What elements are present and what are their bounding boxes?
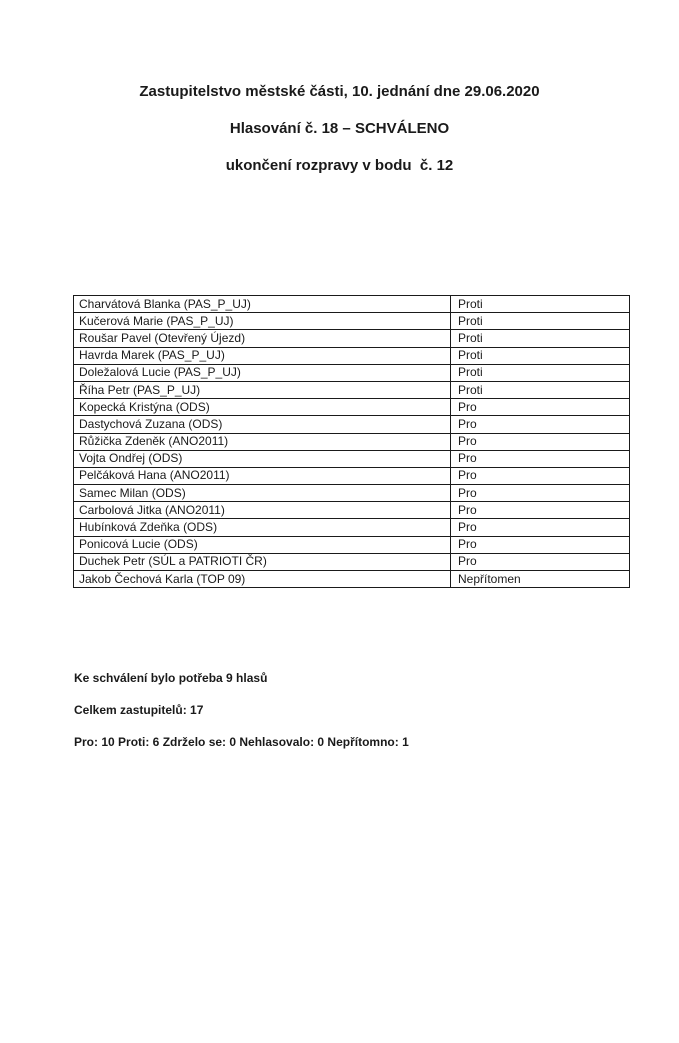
vote-cell: Proti xyxy=(451,347,630,364)
table-row xyxy=(74,399,630,416)
vote-cell: Pro xyxy=(451,485,630,502)
vote-cell: Pro xyxy=(451,519,630,536)
total-members-note: Celkem zastupitelů: 17 xyxy=(74,703,204,717)
document-header xyxy=(33,83,646,175)
member-name-cell: Dastychová Zuzana (ODS) xyxy=(74,416,451,433)
member-name-cell: Charvátová Blanka (PAS_P_UJ) xyxy=(74,296,451,313)
member-name-cell: Ponicová Lucie (ODS) xyxy=(74,536,451,553)
vote-cell: Pro xyxy=(451,433,630,450)
vote-cell: Proti xyxy=(451,364,630,381)
member-name-cell: Kopecká Kristýna (ODS) xyxy=(74,399,451,416)
table-row xyxy=(74,502,630,519)
table-row xyxy=(74,519,630,536)
member-name-cell: Růžička Zdeněk (ANO2011) xyxy=(74,433,451,450)
table-row xyxy=(74,381,630,398)
table-row xyxy=(74,571,630,588)
vote-result-title: Hlasování č. 18 – SCHVÁLENO xyxy=(229,120,450,137)
member-name-cell: Říha Petr (PAS_P_UJ) xyxy=(74,381,451,398)
vote-cell: Pro xyxy=(451,502,630,519)
table-row xyxy=(74,347,630,364)
table-row xyxy=(74,364,630,381)
vote-cell: Pro xyxy=(451,416,630,433)
vote-cell: Proti xyxy=(451,330,630,347)
member-name-cell: Doležalová Lucie (PAS_P_UJ) xyxy=(74,364,451,381)
table-row xyxy=(74,296,630,313)
vote-cell: Pro xyxy=(451,399,630,416)
table-row xyxy=(74,536,630,553)
member-name-cell: Vojta Ondřej (ODS) xyxy=(74,450,451,467)
vote-cell: Pro xyxy=(451,467,630,484)
table-row xyxy=(74,313,630,330)
member-name-cell: Roušar Pavel (Otevřený Újezd) xyxy=(74,330,451,347)
table-row xyxy=(74,433,630,450)
table-row xyxy=(74,450,630,467)
quorum-note: Ke schválení bylo potřeba 9 hlasů xyxy=(74,671,268,685)
table-row xyxy=(74,467,630,484)
vote-subject-title: ukončení rozpravy v bodu č. 12 xyxy=(225,157,454,174)
vote-counts-note: Pro: 10 Proti: 6 Zdrželo se: 0 Nehlasovalo: 0 Nepřítomno: 1 xyxy=(74,735,409,749)
member-name-cell: Hubínková Zdeňka (ODS) xyxy=(74,519,451,536)
member-name-cell: Pelčáková Hana (ANO2011) xyxy=(74,467,451,484)
vote-cell: Proti xyxy=(451,313,630,330)
vote-cell: Proti xyxy=(451,381,630,398)
table-row xyxy=(74,553,630,570)
vote-cell: Pro xyxy=(451,553,630,570)
vote-table-body xyxy=(74,296,630,588)
table-row xyxy=(74,330,630,347)
table-row xyxy=(74,485,630,502)
vote-cell: Nepřítomen xyxy=(451,571,630,588)
vote-cell: Pro xyxy=(451,536,630,553)
member-name-cell: Jakob Čechová Karla (TOP 09) xyxy=(74,571,451,588)
vote-cell: Pro xyxy=(451,450,630,467)
vote-cell: Proti xyxy=(451,296,630,313)
member-name-cell: Kučerová Marie (PAS_P_UJ) xyxy=(74,313,451,330)
meeting-title: Zastupitelstvo městské části, 10. jednání dne 29.06.2020 xyxy=(139,83,540,100)
table-row xyxy=(74,416,630,433)
vote-table xyxy=(73,295,630,588)
member-name-cell: Duchek Petr (SÚL a PATRIOTI ČR) xyxy=(74,553,451,570)
member-name-cell: Havrda Marek (PAS_P_UJ) xyxy=(74,347,451,364)
member-name-cell: Carbolová Jitka (ANO2011) xyxy=(74,502,451,519)
vote-summary xyxy=(74,671,634,750)
member-name-cell: Samec Milan (ODS) xyxy=(74,485,451,502)
